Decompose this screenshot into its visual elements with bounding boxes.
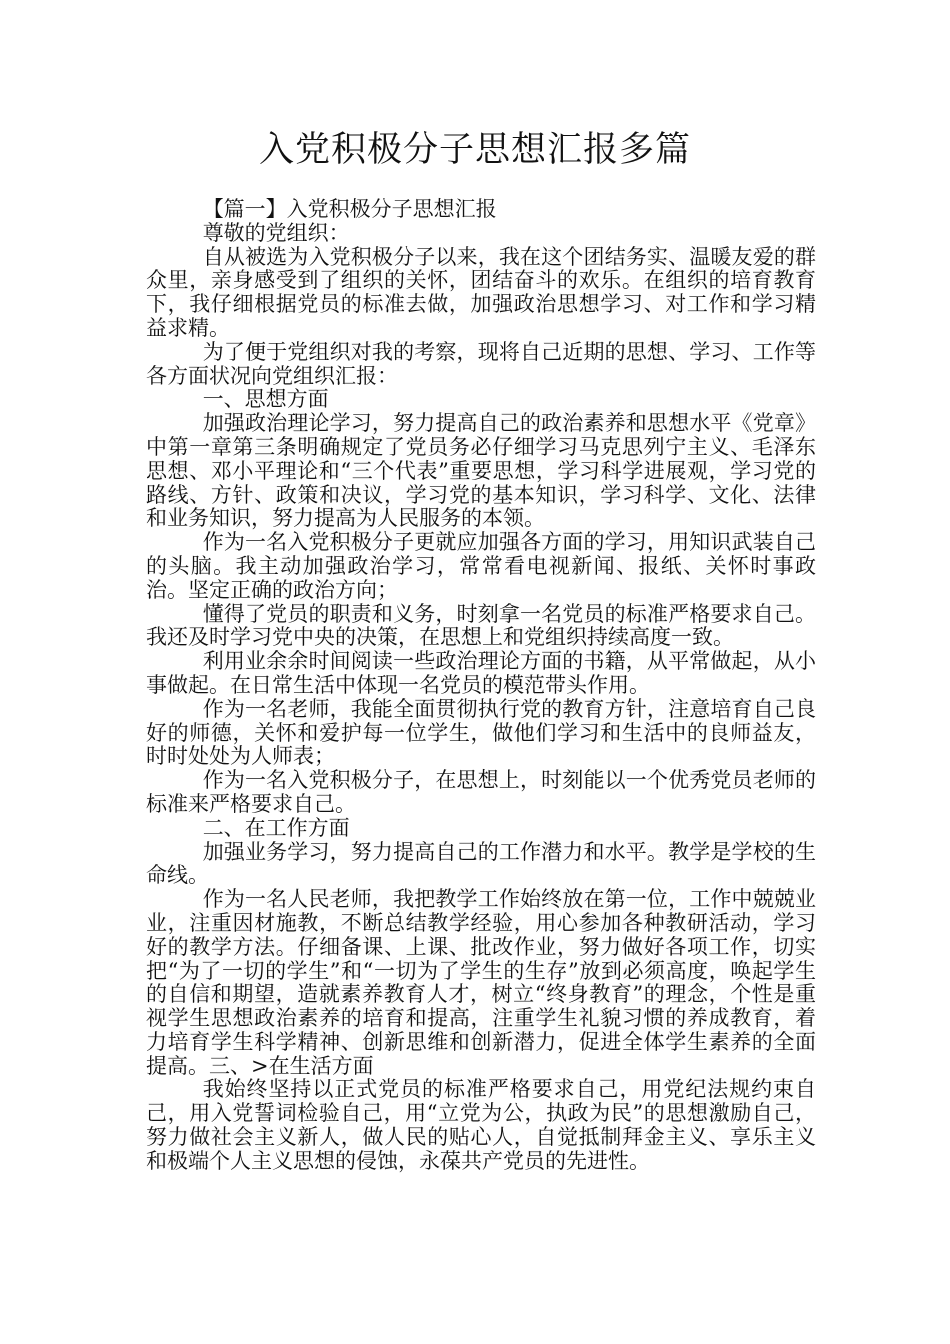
- paragraph: 作为一名入党积极分子，在思想上，时刻能以一个优秀党员老师的标准来严格要求自己。: [146, 768, 816, 816]
- paragraph: 为了便于党组织对我的考察，现将自己近期的思想、学习、工作等各方面状况向党组织汇报：: [146, 339, 816, 388]
- document-body: [146, 198, 816, 1174]
- paragraph: 作为一名入党积极分子更就应加强各方面的学习，用知识武装自己的头脑。我主动加强政治学习，常常看电视新闻、报纸、关怀时事政治。坚定正确的政治方向；: [146, 530, 816, 602]
- paragraph: 作为一名老师，我能全面贯彻执行党的教育方针，注意培育自己良好的师德，关怀和爱护每一位学生，做他们学习和生活中的良师益友，时时处处为人师表；: [146, 696, 816, 769]
- section-heading-thought: 一、思想方面: [202, 387, 329, 412]
- document-title: 入党积极分子思想汇报多篇: [258, 130, 691, 170]
- paragraph: 自从被选为入党积极分子以来，我在这个团结务实、温暖友爱的群众里，亲身感受到了组织的关怀，团结奋斗的欢乐。在组织的培育教育下，我仔细根据党员的标准去做，加强政治思想学习、对工作和学习精益求精。: [146, 244, 816, 340]
- paragraph: 利用业余余时间阅读一些政治理论方面的书籍，从平常做起，从小事做起。在日常生活中体现一名党员的模范带头作用。: [146, 649, 816, 697]
- salutation: 尊敬的党组织：: [202, 220, 350, 245]
- section-heading-part-one: 【篇一】入党积极分子思想汇报: [202, 197, 497, 221]
- paragraph: 加强业务学习，努力提高自己的工作潜力和水平。教学是学校的生命线。: [146, 839, 816, 888]
- section-heading-work: 二、在工作方面: [202, 815, 350, 840]
- paragraph: 作为一名人民老师，我把教学工作始终放在第一位，工作中兢兢业业，注重因材施教，不断总结教学经验，用心参加各种教研活动，学习好的教学方法。仔细备课、上课、批改作业，努力做好各项工作，切实把“为了一切的学生”和“一切为了学生的生存”放到必须高度，唤起学生的自信和期望，造就素养教育人才，树立“终身教育”的理念，个性是重视学生思想政治素养的培育和提高，注重学生礼貌习惯的养成教育，着力培育学生科学精神、创新思维和创新潜力，促进全体学生素养的全面提高。三、>在生活方面: [146, 887, 816, 1078]
- paragraph: 我始终坚持以正式党员的标准严格要求自己，用党纪法规约束自己，用入党誓词检验自己，用“立党为公，执政为民”的思想激励自己，努力做社会主义新人，做人民的贴心人，自觉抵制拜金主义、享乐主义和极端个人主义思想的侵蚀，永葆共产党员的先进性。: [146, 1077, 816, 1173]
- paragraph: 懂得了党员的职责和义务，时刻拿一名党员的标准严格要求自己。我还及时学习党中央的决策，在思想上和党组织持续高度一致。: [146, 601, 816, 650]
- paragraph: 加强政治理论学习，努力提高自己的政治素养和思想水平《党章》中第一章第三条明确规定了党员务必仔细学习马克思列宁主义、毛泽东思想、邓小平理论和“三个代表”重要思想，学习科学进展观，学习党的路线、方针、政策和决议，学习党的基本知识，学习科学、文化、法律和业务知识，努力提高为人民服务的本领。: [146, 411, 816, 531]
